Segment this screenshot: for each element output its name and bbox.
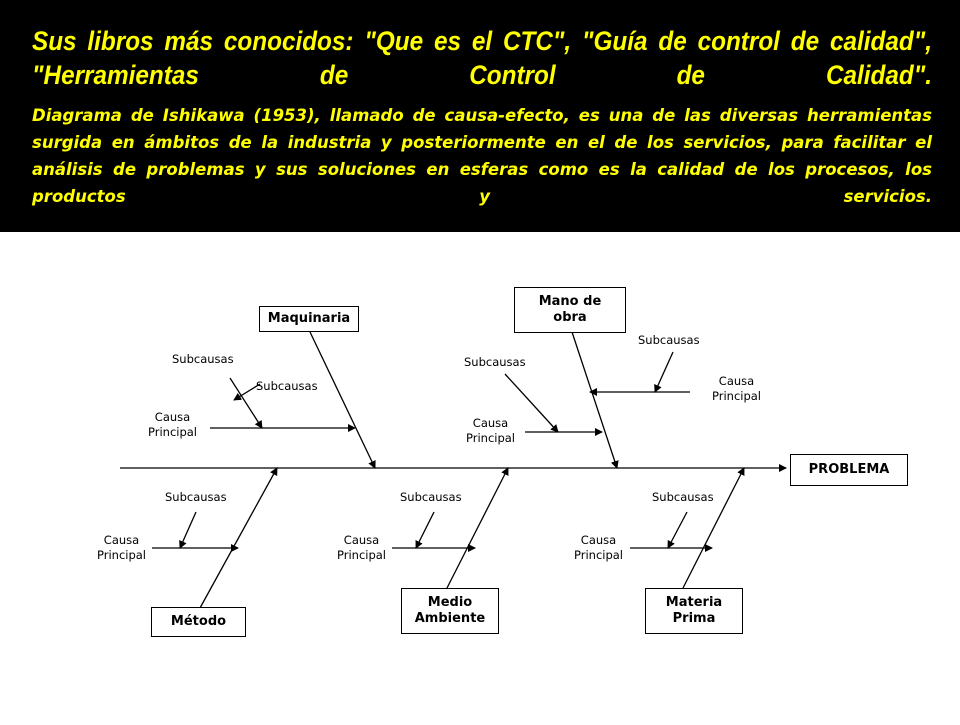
causa-text: Causa <box>472 416 509 430</box>
causa-text: Causa <box>154 410 191 424</box>
causa-text: Causa <box>343 533 380 547</box>
effect-box <box>790 454 908 486</box>
causa-principal-label <box>712 374 761 404</box>
ishikawa-diagram <box>0 232 960 720</box>
bone-metodo <box>200 468 277 608</box>
category-label-mano-de-obra-1: Mano de <box>538 294 602 309</box>
category-label-materia-prima-2: Prima <box>672 611 716 626</box>
bone-mano-de-obra <box>572 332 617 468</box>
sub-arrow-medio-ambiente <box>416 512 434 548</box>
category-box-metodo <box>151 607 246 637</box>
principal-text: Principal <box>574 548 624 562</box>
bone-medio-ambiente <box>447 468 508 588</box>
subcausas-label: Subcausas <box>638 333 700 347</box>
principal-text: Principal <box>148 425 198 439</box>
sub-arrow-mano-de-obra-2 <box>655 352 673 392</box>
subcausas-label: Subcausas <box>464 355 526 369</box>
category-label-medio-ambiente-1: Medio <box>427 595 473 610</box>
category-label-mano-de-obra-2: obra <box>553 310 587 325</box>
principal-text: Principal <box>712 389 762 403</box>
header-body-text: Diagrama de Ishikawa (1953), llamado de causa-efecto, es una de las diversas herramientas surgida en ámbitos de la industria y posteriormente en el de los servicios, para facilitar el análisis de problemas y sus soluciones en esferas como es la calidad de los procesos, los productos y servicios. <box>32 106 932 206</box>
category-label-metodo: Método <box>170 614 227 629</box>
causa-principal-label <box>466 416 515 446</box>
category-box-materia-prima <box>645 588 743 634</box>
category-label-maquinaria: Maquinaria <box>267 311 351 326</box>
principal-text: Principal <box>337 548 387 562</box>
principal-text: Principal <box>466 431 516 445</box>
bone-maquinaria <box>310 332 375 468</box>
category-box-medio-ambiente <box>401 588 499 634</box>
category-label-materia-prima-1: Materia <box>665 595 723 610</box>
category-box-mano-de-obra <box>514 287 626 333</box>
bone-materia-prima <box>683 468 744 588</box>
header-title: Sus libros más conocidos: "Que es el CTC", "Guía de control de calidad", "Herramientas de Control de Calidad". <box>32 26 932 90</box>
causa-text: Causa <box>580 533 617 547</box>
subcausas-label: Subcausas <box>400 490 462 504</box>
subcausas-label: Subcausas <box>256 379 318 393</box>
causa-text: Causa <box>103 533 140 547</box>
header-banner <box>0 0 960 232</box>
sub-arrow-metodo <box>180 512 196 548</box>
causa-principal-label <box>148 410 197 440</box>
subcausas-label: Subcausas <box>172 352 234 366</box>
principal-text: Principal <box>97 548 147 562</box>
subcausas-label: Subcausas <box>652 490 714 504</box>
causa-principal-label <box>574 533 623 563</box>
category-box-maquinaria <box>259 306 359 332</box>
sub-arrow-materia-prima <box>668 512 687 548</box>
subcausas-label: Subcausas <box>165 490 227 504</box>
causa-principal-label <box>337 533 386 563</box>
causa-text: Causa <box>718 374 755 388</box>
causa-principal-label <box>97 533 146 563</box>
effect-label: PROBLEMA <box>808 462 890 477</box>
category-label-medio-ambiente-2: Ambiente <box>414 611 486 626</box>
